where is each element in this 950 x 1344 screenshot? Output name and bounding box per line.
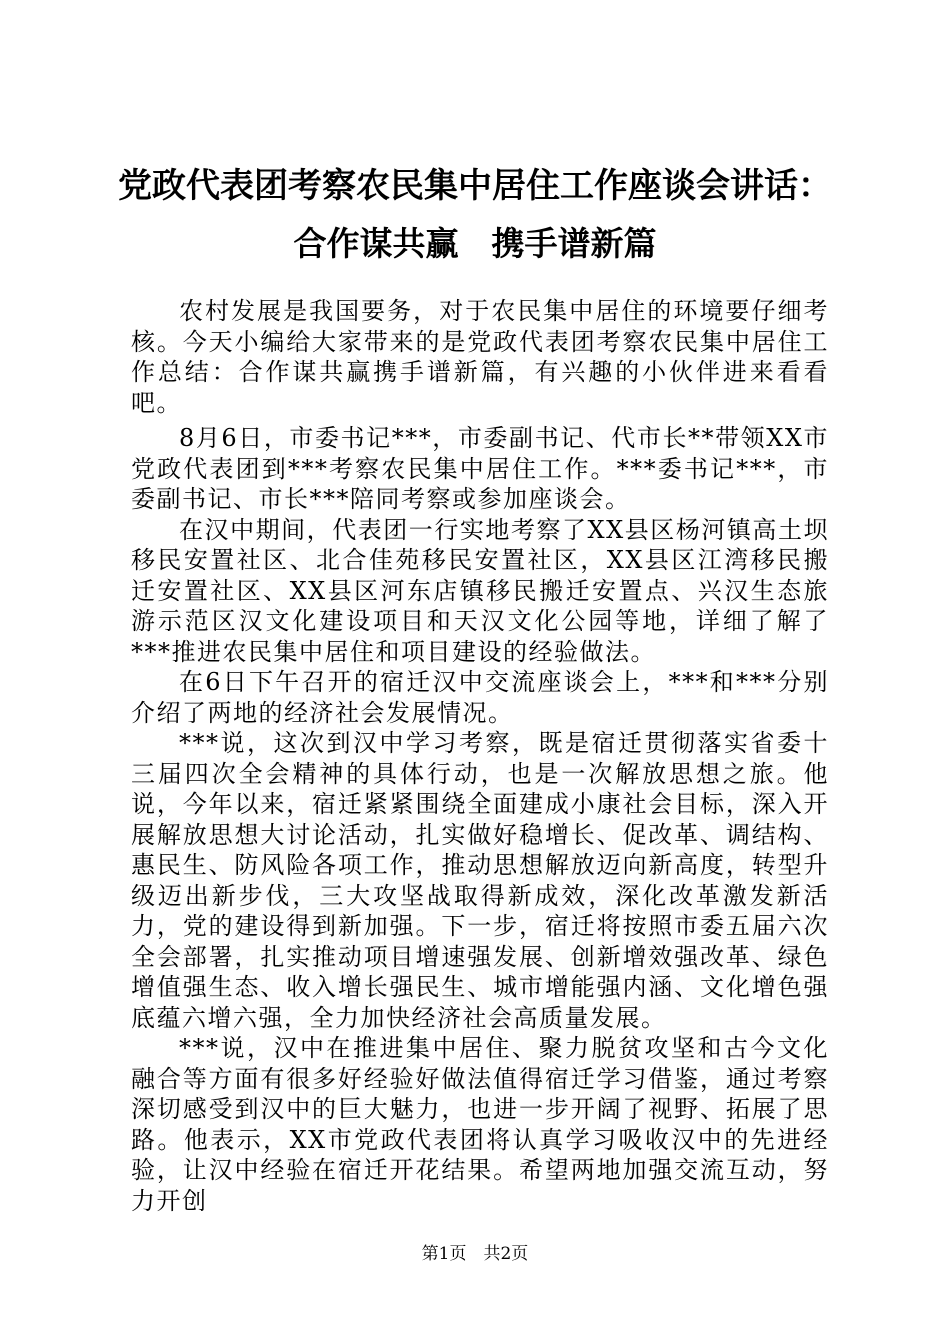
body-paragraph-1: 8月6日，市委书记***，市委副书记、代市长**带领XX市党政代表团到***考察农民集中居住工作。***委书记***，市委副书记、市长***陪同考察或参加座谈会。 — [131, 424, 829, 513]
article-body — [131, 423, 829, 1216]
body-paragraph-5: ***说，汉中在推进集中居住、聚力脱贫攻坚和古今文化融合等方面有很多好经验好做法值得宿迁学习借鉴，通过考察深切感受到汉中的巨大魅力，也进一步开阔了视野、拓展了思路。他表示，XX市党政代表团将认真学习吸收汉中的先进经验，让汉中经验在宿迁开花结果。希望两地加强交流互动，努力开创 — [131, 1034, 829, 1215]
body-paragraph-3: 在6日下午召开的宿迁汉中交流座谈会上，***和***分别介绍了两地的经济社会发展情况。 — [131, 668, 829, 727]
page-number-footer: 第1页 共2页 — [421, 1244, 529, 1264]
intro-paragraph: 农村发展是我国要务，对于农民集中居住的环境要仔细考核。今天小编给大家带来的是党政代表团考察农民集中居住工作总结：合作谋共赢携手谱新篇，有兴趣的小伙伴进来看看吧。 — [131, 297, 829, 417]
document-title-line-1: 党政代表团考察农民集中居住工作座谈会讲话： — [118, 166, 832, 206]
body-paragraph-2: 在汉中期间，代表团一行实地考察了XX县区杨河镇高土坝移民安置社区、北合佳苑移民安置社区，XX县区江湾移民搬迁安置社区、XX县区河东店镇移民搬迁安置点、兴汉生态旅游示范区汉文化建设项目和天汉文化公园等地，详细了解了***推进农民集中居住和项目建设的经验做法。 — [131, 515, 829, 666]
body-paragraph-4: ***说，这次到汉中学习考察，既是宿迁贯彻落实省委十三届四次全会精神的具体行动，也是一次解放思想之旅。他说，今年以来，宿迁紧紧围绕全面建成小康社会目标，深入开展解放思想大讨论活动，扎实做好稳增长、促改革、调结构、惠民生、防风险各项工作，推动思想解放迈向新高度，转型升级迈出新步伐，三大攻坚战取得新成效，深化改革激发新活力，党的建设得到新加强。下一步，宿迁将按照市委五届六次全会部署，扎实推动项目增速强发展、创新增效强改革、绿色增值强生态、收入增长强民生、城市增能强内涵、文化增色强底蕴六增六强，全力加快经济社会高质量发展。 — [131, 729, 829, 1032]
intro-section — [131, 296, 829, 418]
document-title-line-2: 合作谋共赢 携手谱新篇 — [293, 224, 657, 263]
